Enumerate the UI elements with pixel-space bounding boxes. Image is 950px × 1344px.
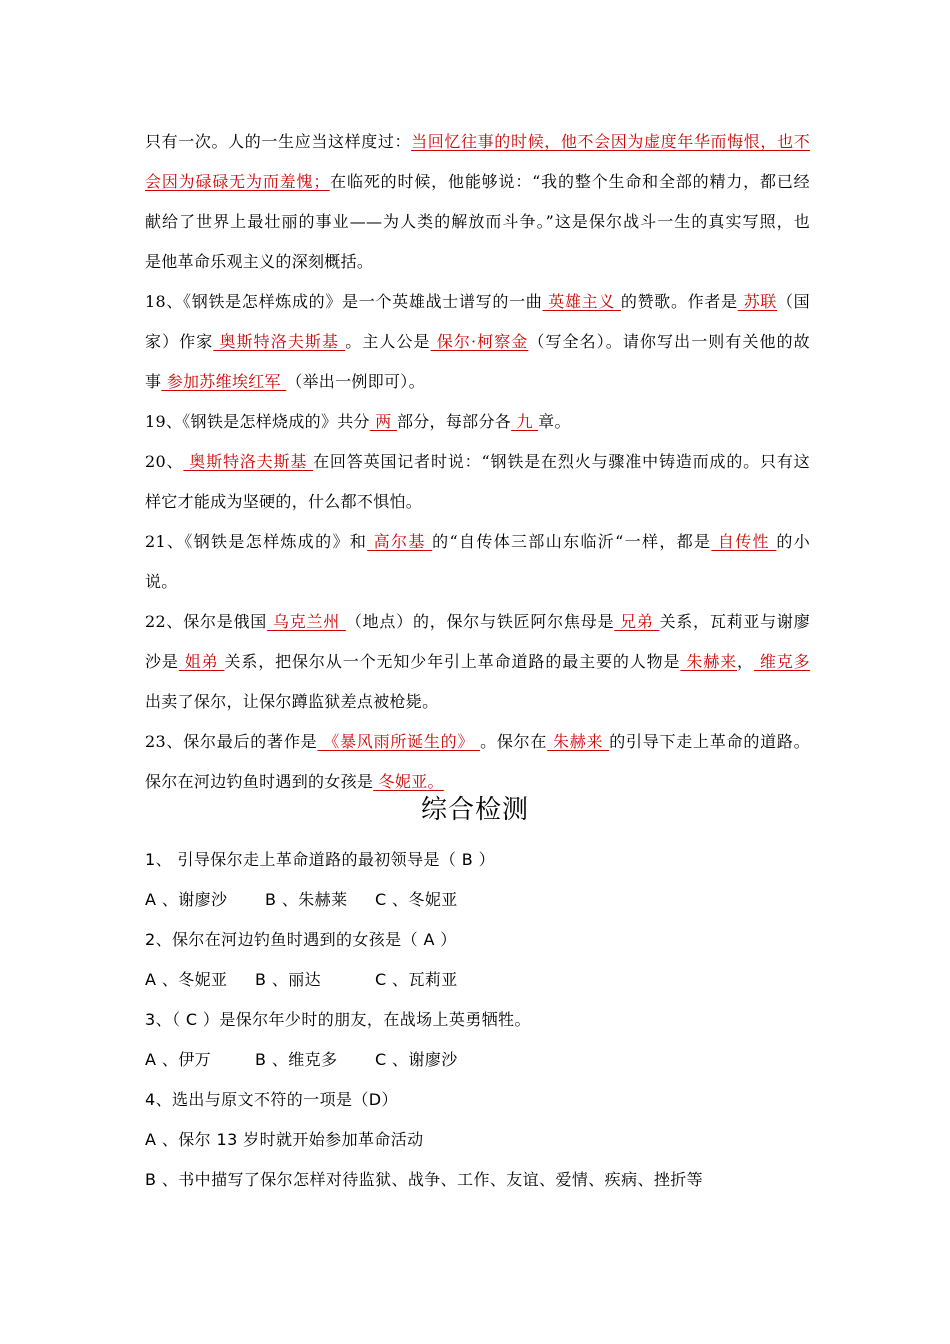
test-question-2: 2、保尔在河边钓鱼时遇到的女孩是（ A ） — [145, 930, 457, 949]
answer-text: 英雄主义 — [542, 292, 621, 311]
option-a: A 、谢廖沙 — [145, 890, 228, 909]
answer-text: 高尔基 — [367, 532, 433, 551]
paragraph-line — [145, 212, 810, 232]
text: 只有一次。人的一生应当这样度过： — [145, 132, 412, 151]
answer-text: 会因为碌碌无为而羞愧； — [145, 172, 330, 191]
test-question-3: 3、（ C ）是保尔年少时的朋友，在战场上英勇牺牲。 — [145, 1010, 531, 1029]
text: 是他革命乐观主义的深刻概括。 — [145, 252, 374, 271]
question-20-line-2: 样它才能成为坚硬的，什么都不惧怕。 — [145, 492, 423, 511]
question-23-line-1: 23、保尔最后的著作是 《暴风雨所诞生的》 。保尔在 朱赫来 的引导下走上革命的道路。 — [145, 732, 810, 751]
text: 献给了世界上最壮丽的事业——为人类的解放而斗争。”这是保尔战斗一生的真实写照，也 — [145, 212, 810, 231]
answer-text: 维克多 — [753, 652, 810, 671]
question-21-line-2: 说。 — [145, 572, 178, 591]
paragraph-line — [145, 172, 810, 192]
answer-text: 苏联 — [737, 292, 777, 311]
question-18-line-3: 事 参加苏维埃红军 （举出一例即可）。 — [145, 372, 425, 391]
answer-text: 当回忆往事的时候，他不会因为虚度年华而悔恨，也不 — [411, 132, 810, 151]
option-a: A 、伊万 — [145, 1050, 212, 1069]
test-question-4-option-a: A 、保尔 13 岁时就开始参加革命活动 — [145, 1130, 424, 1149]
answer-text: 奥斯特洛夫斯基 — [213, 332, 346, 351]
option-c: C 、冬妮亚 — [375, 890, 458, 909]
answer-text: 朱赫来 — [680, 652, 738, 671]
answer-text: 参加苏维埃红军 — [161, 372, 287, 391]
option-c: C 、瓦莉亚 — [375, 970, 458, 989]
answer-text: 《暴风雨所诞生的》 — [317, 732, 481, 751]
answer-text: 自传性 — [711, 532, 777, 551]
answer-text: 两 — [369, 412, 397, 431]
paragraph-line — [145, 132, 810, 152]
answer-text: 乌克兰州 — [267, 612, 346, 631]
option-c: C 、谢廖沙 — [375, 1050, 458, 1069]
question-22-line-1: 22、保尔是俄国 乌克兰州 （地点）的，保尔与铁匠阿尔焦母是 兄弟 关系，瓦莉亚与谢廖 — [145, 612, 810, 631]
answer-text: 冬妮亚。 — [373, 772, 444, 791]
answer-text: 九 — [511, 412, 539, 431]
question-18-line-2: 家）作家 奥斯特洛夫斯基 。主人公是 保尔·柯察金（写全名）。请你写出一则有关他的故 — [145, 332, 810, 351]
answer-text: 兄弟 — [614, 612, 660, 631]
test-question-3-options — [145, 1050, 458, 1070]
test-question-4-option-b: B 、书中描写了保尔怎样对待监狱、战争、工作、友谊、爱情、疾病、挫折等 — [145, 1170, 704, 1189]
section-title: 综合检测 — [420, 795, 529, 825]
test-question-4: 4、选出与原文不符的一项是（D） — [145, 1090, 398, 1109]
question-20-line-1: 20、 奥斯特洛夫斯基 在回答英国记者时说：“钢铁是在烈火与骤准中铸造而成的。只有这 — [145, 452, 810, 471]
option-b: B 、维克多 — [255, 1050, 338, 1069]
question-21-line-1: 21、《钢铁是怎样炼成的》和 高尔基 的“自传体三部山东临沂“一样，都是 自传性 的小 — [145, 532, 810, 551]
answer-text: 朱赫来 — [547, 732, 610, 751]
option-b: B 、丽达 — [255, 970, 322, 989]
option-a: A 、冬妮亚 — [145, 970, 228, 989]
answer-text: 姐弟 — [178, 652, 225, 671]
paragraph-line — [145, 252, 810, 272]
option-b: B 、朱赫莱 — [265, 890, 348, 909]
test-question-1-options — [145, 890, 458, 910]
test-question-2-options — [145, 970, 458, 990]
answer-text: 奥斯特洛夫斯基 — [183, 452, 314, 471]
question-22-line-3: 出卖了保尔，让保尔蹲监狱差点被枪毙。 — [145, 692, 439, 711]
answer-text: 保尔·柯察金 — [430, 332, 529, 351]
text: 在临死的时候，他能够说：“我的整个生命和全部的精力，都已经 — [329, 172, 810, 191]
question-23-line-2: 保尔在河边钓鱼时遇到的女孩是 冬妮亚。 — [145, 772, 444, 791]
question-22-line-2: 沙是 姐弟 关系，把保尔从一个无知少年引上革命道路的最主要的人物是 朱赫来， 维克多 — [145, 652, 810, 671]
question-19: 19、《钢铁是怎样烧成的》共分 两 部分，每部分各 九 章。 — [145, 412, 571, 431]
question-18-line-1: 18、《钢铁是怎样炼成的》是一个英雄战士谱写的一曲 英雄主义 的赞歌。作者是 苏联（国 — [145, 292, 810, 311]
test-question-1: 1、 引导保尔走上革命道路的最初领导是（ B ） — [145, 850, 496, 869]
